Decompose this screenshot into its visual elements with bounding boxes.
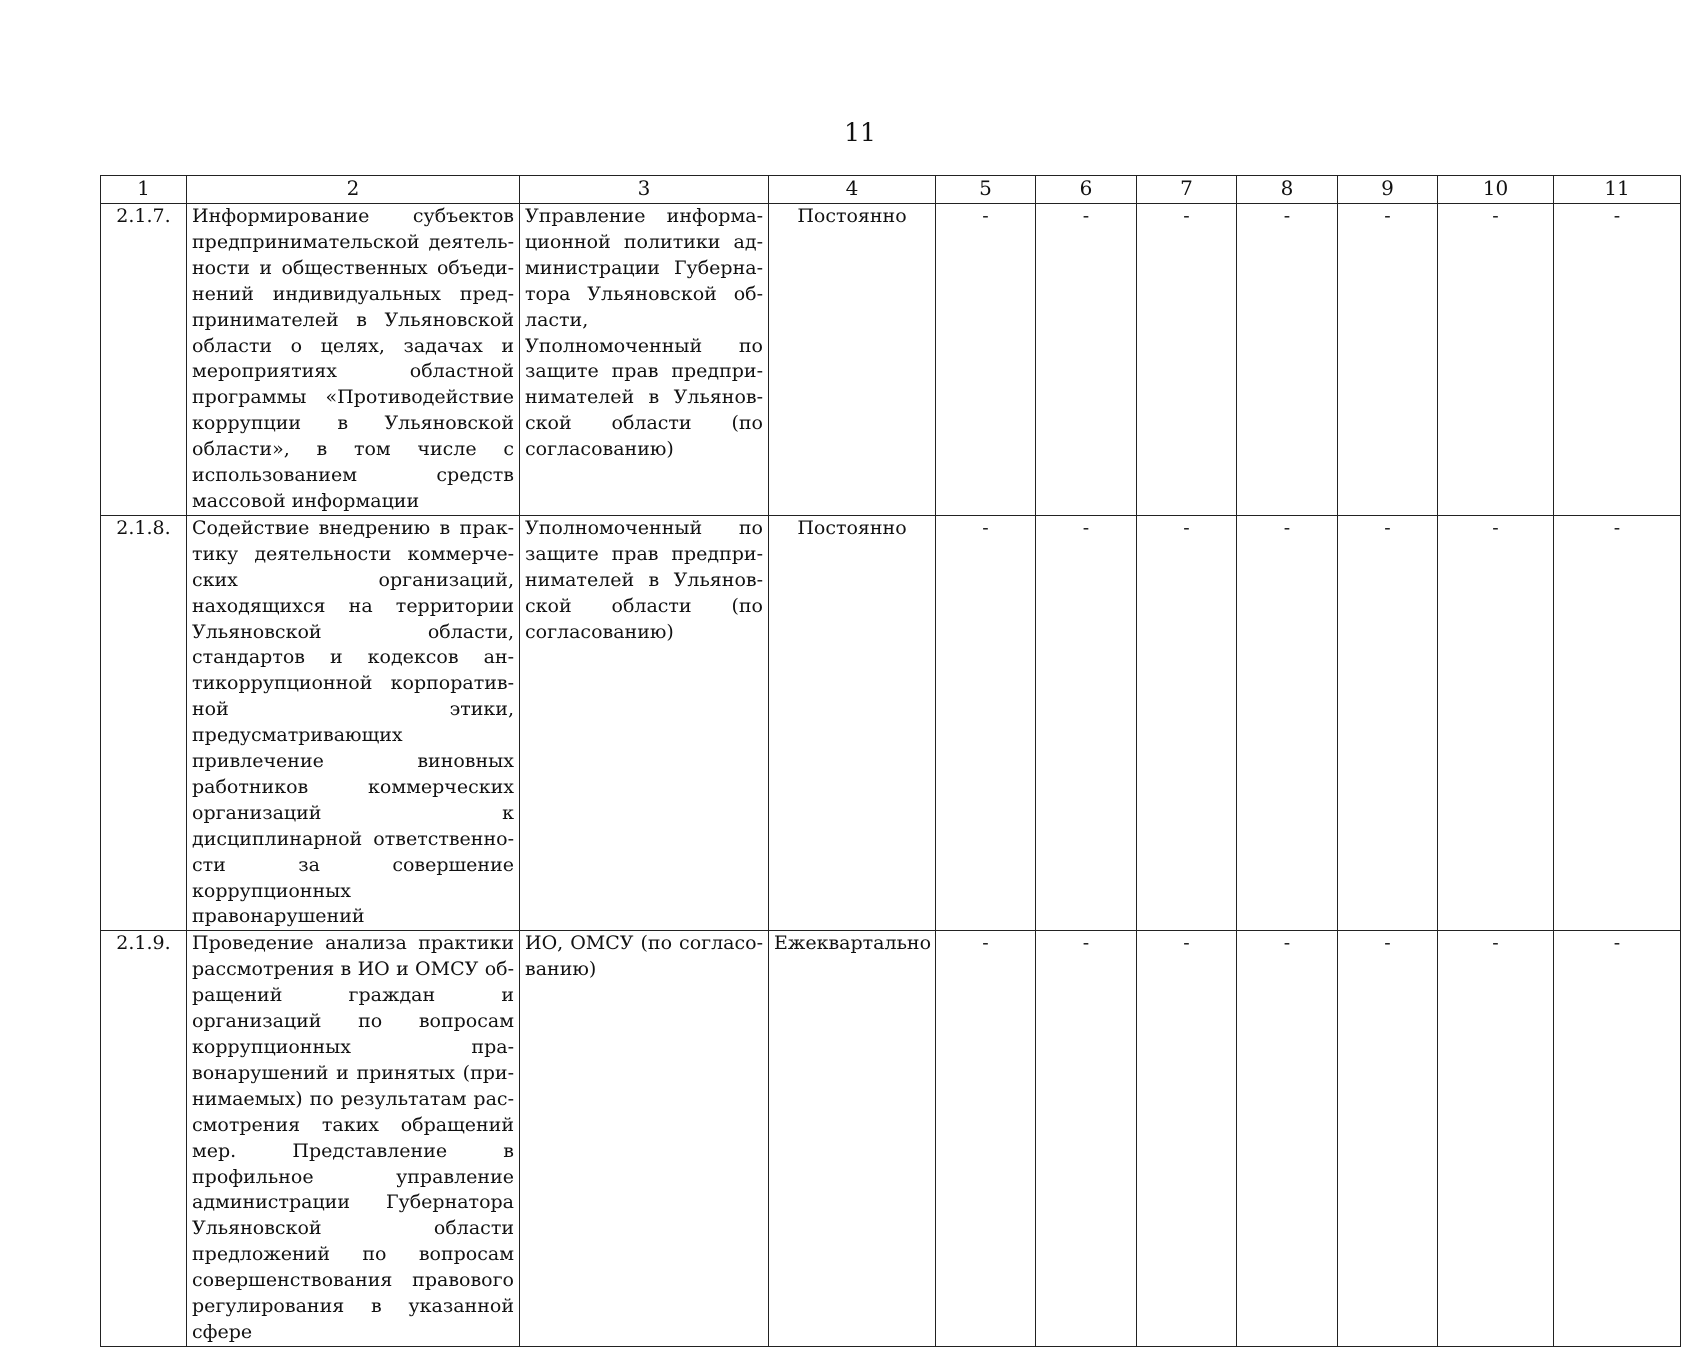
value-cell: - (936, 931, 1036, 1347)
table-header-row (101, 176, 1681, 204)
item-number: 2.1.9. (101, 931, 187, 1347)
value-cell: - (1137, 931, 1237, 1347)
table-row (101, 931, 1681, 1347)
value-cell: - (1237, 515, 1338, 931)
value-cell: - (1036, 931, 1137, 1347)
value-cell: - (1554, 515, 1681, 931)
item-number: 2.1.8. (101, 515, 187, 931)
activity-cell: Информирование субъектов предпринимательской деятельности и общественных объединений индивидуальных предпринимателей в Ульяновской области о целях, задачах и мероприятиях областной программы «Противодействие коррупции в Ульяновской области», в том числе с использованием средств массовой информации (187, 204, 520, 516)
column-header: 6 (1036, 176, 1137, 204)
value-cell: - (1338, 931, 1438, 1347)
table-row (101, 204, 1681, 516)
column-header: 8 (1237, 176, 1338, 204)
executor-cell: Уполномоченный по защите прав предпринимателей в Ульяновской области (по согласованию) (520, 515, 769, 931)
term-cell: Постоянно (769, 204, 936, 516)
value-cell: - (1036, 515, 1137, 931)
value-cell: - (1554, 204, 1681, 516)
column-header: 4 (769, 176, 936, 204)
table-row (101, 515, 1681, 931)
term-cell: Постоянно (769, 515, 936, 931)
value-cell: - (1137, 204, 1237, 516)
activity-cell: Содействие внедрению в практику деятельности коммерческих организаций, находящихся на территории Ульяновской области, стандартов и кодексов антикоррупционной корпоративной этики, предусматривающих привлечение виновных работников коммерческих организаций к дисциплинарной ответственности за совершение коррупционных правонарушений (187, 515, 520, 931)
column-header: 2 (187, 176, 520, 204)
value-cell: - (1036, 204, 1137, 516)
term-cell: Ежеквартально (769, 931, 936, 1347)
value-cell: - (1438, 204, 1554, 516)
value-cell: - (1438, 515, 1554, 931)
executor-cell: ИО, ОМСУ (по согласованию) (520, 931, 769, 1347)
value-cell: - (1438, 931, 1554, 1347)
value-cell: - (936, 204, 1036, 516)
column-header: 5 (936, 176, 1036, 204)
value-cell: - (1338, 515, 1438, 931)
column-header: 7 (1137, 176, 1237, 204)
column-header: 11 (1554, 176, 1681, 204)
measures-table (100, 175, 1681, 1347)
column-header: 1 (101, 176, 187, 204)
value-cell: - (1554, 931, 1681, 1347)
column-header: 10 (1438, 176, 1554, 204)
value-cell: - (1237, 931, 1338, 1347)
page-number: 11 (844, 118, 876, 147)
column-header: 3 (520, 176, 769, 204)
column-header: 9 (1338, 176, 1438, 204)
value-cell: - (1237, 204, 1338, 516)
value-cell: - (1338, 204, 1438, 516)
activity-cell: Проведение анализа практики рассмотрения в ИО и ОМСУ обращений граждан и организаций по вопросам коррупционных правонарушений и принятых (принимаемых) по результатам рассмотрения таких обращений мер. Представление в профильное управление администрации Губернатора Ульяновской области предложений по вопросам совершенствования правового регулирования в указанной сфере (187, 931, 520, 1347)
value-cell: - (936, 515, 1036, 931)
executor-cell: Управление информационной политики администрации Губернатора Ульяновской области, Уполномоченный по защите прав предпринимателей в Ульяновской области (по согласованию) (520, 204, 769, 516)
item-number: 2.1.7. (101, 204, 187, 516)
value-cell: - (1137, 515, 1237, 931)
